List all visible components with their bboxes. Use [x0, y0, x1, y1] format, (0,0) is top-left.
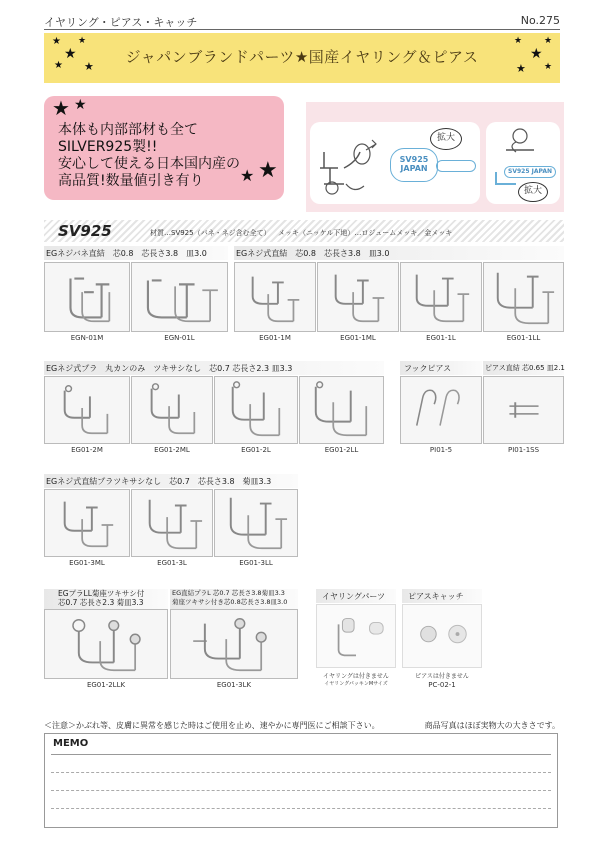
photo-size-note: 商品写真はほぼ実物大の大きさです。 — [424, 721, 560, 730]
plating-spec: メッキ（ニッケル下地）…ロジュームメッキ／金メッキ — [278, 229, 453, 237]
star-icon: ★ — [240, 166, 255, 185]
material-label: SV925 — [58, 222, 112, 240]
product-photo — [214, 489, 298, 557]
screw-earring-icon — [45, 610, 167, 678]
hook-pierce-icon — [401, 377, 481, 443]
product-photo — [131, 262, 228, 332]
intro-line: SILVER925製!! — [58, 139, 158, 155]
group-title: EGネジ式直結 芯0.8 芯長さ3.8 皿3.0 — [236, 249, 390, 258]
screw-earring-icon — [45, 377, 129, 443]
group-title: EGネジ式直結プラツキサシなし 芯0.7 芯長さ3.8 菊皿3.3 — [46, 477, 272, 486]
star-icon: ★ — [52, 36, 61, 47]
screw-earring-icon — [318, 263, 398, 331]
intro-box — [44, 96, 284, 200]
product-photo — [299, 376, 384, 444]
product-photo — [44, 609, 168, 679]
group-title: EG直結プラL 芯0.7 芯長さ3.8菊皿3.3 菊座ツキサシ付き芯0.8芯長さ3.8皿3.0 — [172, 589, 288, 606]
product-code: EG01-3ML — [69, 559, 105, 567]
intro-line: 本体も内部部材も全て — [58, 122, 198, 138]
product-code: EG01-3LL — [239, 559, 273, 567]
screw-earring-icon — [401, 263, 481, 331]
star-icon: ★ — [258, 158, 278, 183]
product-photo — [214, 376, 298, 444]
product-code: EGN-01L — [164, 334, 195, 342]
product-photo — [170, 609, 298, 679]
screw-earring-icon — [215, 490, 297, 556]
star-icon: ★ — [74, 97, 87, 113]
group-title: EGネジ式プラ 丸カンのみ ツキサシなし 芯0.7 芯長さ2.3 皿3.3 — [46, 364, 293, 373]
star-icon: ★ — [54, 60, 63, 71]
illustration-panel — [306, 102, 564, 212]
group-title: EGネジバネ直結 芯0.8 芯長さ3.8 皿3.0 — [46, 249, 207, 258]
material-spec: 材質…SV925（バネ・ネジ含む全て） — [150, 229, 271, 237]
star-icon: ★ — [78, 36, 87, 46]
star-icon: ★ — [516, 62, 526, 75]
screw-earring-icon — [132, 377, 212, 443]
screw-earring-icon — [484, 263, 563, 331]
zoom-bubble: 拡大 — [430, 128, 462, 150]
earring-illustration-card — [310, 122, 480, 204]
product-photo — [483, 376, 564, 444]
product-code: PC-02-1 — [428, 681, 456, 689]
memo-rule — [51, 772, 551, 773]
zoom-bubble: 拡大 — [518, 182, 548, 202]
screw-earring-icon — [235, 263, 315, 331]
sv925-stamp-tag-small: SV925 JAPAN — [504, 166, 556, 178]
product-photo — [400, 376, 482, 444]
product-code: PI01-1SS — [507, 446, 540, 454]
group-title: フックピアス — [404, 364, 452, 373]
intro-line: 安心して使える日本国内産の — [58, 156, 240, 172]
product-code: EG01-2LLK — [86, 681, 126, 689]
title-banner — [44, 33, 560, 83]
sv925-stamp-tag: SV925 JAPAN — [390, 148, 438, 182]
product-code: EG01-1ML — [340, 334, 376, 342]
product-code: EG01-2LL — [324, 446, 359, 454]
star-icon: ★ — [530, 46, 543, 62]
product-code: PI01-5 — [429, 446, 453, 454]
stud-pierce-icon — [484, 377, 563, 443]
stamp-arm — [436, 160, 476, 172]
memo-rule — [51, 790, 551, 791]
star-icon: ★ — [544, 36, 553, 46]
product-subnote: イヤリングパッキンMサイズ — [324, 681, 388, 687]
intro-line: 高品質!数量値引き有り — [58, 173, 204, 189]
screw-earring-icon — [132, 263, 227, 331]
star-icon: ★ — [544, 62, 553, 72]
product-photo — [234, 262, 316, 332]
banner-title: ジャパンブランドパーツ★国産イヤリング＆ピアス — [125, 48, 479, 66]
group-title: イヤリングパーツ — [322, 592, 386, 601]
memo-rule — [51, 808, 551, 809]
product-code: EG01-1M — [259, 334, 291, 342]
product-photo — [317, 262, 399, 332]
product-code: EG01-1LL — [506, 334, 541, 342]
product-code: EG01-3LK — [216, 681, 252, 689]
product-note: ピアスは付きません — [415, 673, 469, 680]
screw-earring-icon — [300, 377, 383, 443]
product-photo — [316, 604, 396, 668]
earring-pad-icon — [317, 605, 395, 667]
product-code: EG01-2M — [71, 446, 103, 454]
product-code: EG01-3L — [157, 559, 187, 567]
screw-earring-icon — [215, 377, 297, 443]
star-icon: ★ — [64, 46, 77, 62]
product-photo — [44, 489, 130, 557]
group-title: ピアスキャッチ — [408, 592, 464, 601]
star-icon: ★ — [52, 96, 70, 120]
group-title: EGプラLL菊座ツキサシ付 芯0.7 芯長さ2.3 菊皿3.3 — [58, 589, 145, 607]
memo-rule — [51, 754, 551, 755]
product-code: EG01-2ML — [154, 446, 190, 454]
product-photo — [131, 376, 213, 444]
product-photo — [483, 262, 564, 332]
memo-box — [44, 733, 558, 828]
product-note: イヤリングは付きません — [323, 673, 389, 680]
product-code: EG01-2L — [241, 446, 271, 454]
group-title: ピアス直結 芯0.65 皿2.1 — [485, 364, 565, 372]
screw-earring-icon — [45, 263, 129, 331]
product-photo — [400, 262, 482, 332]
star-icon: ★ — [84, 60, 94, 73]
caution-notice: ＜注意＞かぶれ等、皮膚に異常を感じた時はご使用を止め、速やかに専門医にご相談下さい。 — [44, 721, 380, 730]
product-code: EG01-1L — [426, 334, 456, 342]
screw-earring-icon — [171, 610, 297, 678]
screw-earring-icon — [45, 490, 129, 556]
header-rule — [44, 29, 560, 30]
product-code: EGN-01M — [70, 334, 104, 342]
product-photo — [44, 262, 130, 332]
memo-label: MEMO — [53, 738, 89, 749]
star-icon: ★ — [514, 36, 523, 46]
pierce-illustration-card — [486, 122, 560, 204]
pierce-catch-icon — [403, 605, 481, 667]
category-label: イヤリング・ピアス・キャッチ — [44, 16, 198, 29]
page-number: No.275 — [520, 14, 560, 27]
product-photo — [402, 604, 482, 668]
product-photo — [44, 376, 130, 444]
screw-earring-icon — [132, 490, 212, 556]
product-photo — [131, 489, 213, 557]
